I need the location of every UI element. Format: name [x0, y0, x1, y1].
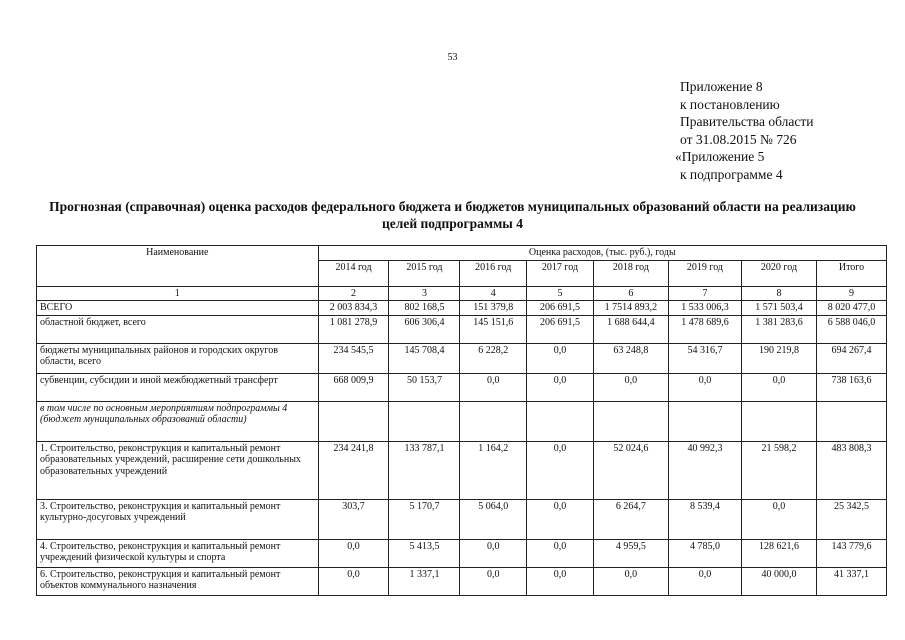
value-cell: 1 337,1 [389, 567, 460, 595]
value-cell: 0,0 [460, 539, 527, 567]
value-cell: 4 785,0 [668, 539, 741, 567]
value-cell: 6 228,2 [460, 343, 527, 373]
value-cell [527, 401, 594, 441]
value-cell: 738 163,6 [817, 373, 887, 401]
value-cell: 133 787,1 [389, 441, 460, 499]
appendix-line: к постановлению [680, 96, 780, 112]
value-cell: 1 7514 893,2 [593, 301, 668, 316]
table-row [37, 315, 887, 343]
value-cell: 54 316,7 [668, 343, 741, 373]
index-cell: 9 [817, 286, 887, 301]
table-row [37, 441, 887, 499]
table-row [37, 499, 887, 539]
document-title: Прогнозная (справочная) оценка расходов федерального бюджета и бюджетов муниципальных образований области на реализацию целей подпрограммы 4 [49, 199, 856, 231]
value-cell: 8 020 477,0 [817, 301, 887, 316]
page-number: 53 [447, 52, 458, 63]
index-cell: 3 [389, 286, 460, 301]
index-cell: 8 [741, 286, 816, 301]
value-cell: 52 024,6 [593, 441, 668, 499]
row-name: областной бюджет, всего [37, 315, 319, 343]
value-cell [389, 401, 460, 441]
value-cell: 1 571 503,4 [741, 301, 816, 316]
column-header-total: Итого [817, 260, 887, 286]
value-cell: 128 621,6 [741, 539, 816, 567]
value-cell: 40 992,3 [668, 441, 741, 499]
value-cell: 606 306,4 [389, 315, 460, 343]
index-cell: 6 [593, 286, 668, 301]
appendix-line: Приложение 8 [680, 79, 763, 94]
value-cell: 1 381 283,6 [741, 315, 816, 343]
value-cell: 1 478 689,6 [668, 315, 741, 343]
column-header-year: 2020 год [741, 260, 816, 286]
value-cell: 6 264,7 [593, 499, 668, 539]
row-name: в том числе по основным мероприятиям подпрограммы 4 (бюджет муниципальных образований области) [37, 401, 319, 441]
value-cell [817, 401, 887, 441]
column-header-year: 2014 год [318, 260, 389, 286]
value-cell: 41 337,1 [817, 567, 887, 595]
value-cell: 0,0 [741, 373, 816, 401]
value-cell: 145 151,6 [460, 315, 527, 343]
row-name: 1. Строительство, реконструкция и капитальный ремонт образовательных учреждений, расширение сети дошкольных образовательных учреждений [37, 441, 319, 499]
value-cell [318, 401, 389, 441]
value-cell: 0,0 [318, 539, 389, 567]
index-row [37, 286, 887, 301]
value-cell: 4 959,5 [593, 539, 668, 567]
index-cell: 5 [527, 286, 594, 301]
row-name: 6. Строительство, реконструкция и капитальный ремонт объектов коммунального назначения [37, 567, 319, 595]
row-name: 4. Строительство, реконструкция и капитальный ремонт учреждений физической культуры и спорта [37, 539, 319, 567]
appendix-line: к подпрограмме 4 [680, 166, 783, 182]
appendix-block [675, 78, 814, 184]
row-name: бюджеты муниципальных районов и городских округов области, всего [37, 343, 319, 373]
column-header-name: Наименование [37, 246, 319, 287]
index-cell: 1 [37, 286, 319, 301]
value-cell: 303,7 [318, 499, 389, 539]
value-cell: 234 241,8 [318, 441, 389, 499]
value-cell: 0,0 [527, 567, 594, 595]
value-cell [593, 401, 668, 441]
value-cell: 6 588 046,0 [817, 315, 887, 343]
column-group-header: Оценка расходов, (тыс. руб.), годы [318, 246, 886, 261]
value-cell: 5 064,0 [460, 499, 527, 539]
row-name: ВСЕГО [37, 301, 319, 316]
row-name: субвенции, субсидии и иной межбюджетный трансферт [37, 373, 319, 401]
value-cell: 0,0 [668, 567, 741, 595]
column-header-year: 2017 год [527, 260, 594, 286]
appendix-line: от 31.08.2015 № 726 [680, 131, 797, 147]
value-cell: 483 808,3 [817, 441, 887, 499]
value-cell [668, 401, 741, 441]
table-row [37, 567, 887, 595]
value-cell: 50 153,7 [389, 373, 460, 401]
value-cell: 802 168,5 [389, 301, 460, 316]
table-row [37, 301, 887, 316]
value-cell: 0,0 [527, 499, 594, 539]
table-row [37, 373, 887, 401]
index-cell: 7 [668, 286, 741, 301]
value-cell: 63 248,8 [593, 343, 668, 373]
column-header-year: 2019 год [668, 260, 741, 286]
value-cell: 2 003 834,3 [318, 301, 389, 316]
value-cell: 0,0 [527, 343, 594, 373]
value-cell: 1 164,2 [460, 441, 527, 499]
value-cell: 234 545,5 [318, 343, 389, 373]
row-name: 3. Строительство, реконструкция и капитальный ремонт культурно-досуговых учреждений [37, 499, 319, 539]
value-cell: 151 379,8 [460, 301, 527, 316]
value-cell: 668 009,9 [318, 373, 389, 401]
column-header-year: 2016 год [460, 260, 527, 286]
appendix-line: «Приложение 5 [675, 149, 765, 165]
value-cell: 25 342,5 [817, 499, 887, 539]
value-cell: 8 539,4 [668, 499, 741, 539]
value-cell: 5 170,7 [389, 499, 460, 539]
value-cell: 0,0 [741, 499, 816, 539]
value-cell: 0,0 [527, 373, 594, 401]
value-cell: 145 708,4 [389, 343, 460, 373]
index-cell: 4 [460, 286, 527, 301]
value-cell: 0,0 [593, 567, 668, 595]
column-header-year: 2015 год [389, 260, 460, 286]
value-cell: 694 267,4 [817, 343, 887, 373]
value-cell: 206 691,5 [527, 315, 594, 343]
value-cell: 1 533 006,3 [668, 301, 741, 316]
expenses-table [36, 245, 887, 596]
table-row [37, 539, 887, 567]
table-row [37, 343, 887, 373]
value-cell [741, 401, 816, 441]
value-cell: 0,0 [318, 567, 389, 595]
value-cell: 21 598,2 [741, 441, 816, 499]
value-cell: 0,0 [668, 373, 741, 401]
value-cell: 206 691,5 [527, 301, 594, 316]
column-header-year: 2018 год [593, 260, 668, 286]
value-cell: 0,0 [527, 539, 594, 567]
value-cell: 143 779,6 [817, 539, 887, 567]
table-row [37, 401, 887, 441]
value-cell: 1 081 278,9 [318, 315, 389, 343]
index-cell: 2 [318, 286, 389, 301]
value-cell: 0,0 [527, 441, 594, 499]
value-cell: 40 000,0 [741, 567, 816, 595]
value-cell [460, 401, 527, 441]
value-cell: 0,0 [593, 373, 668, 401]
value-cell: 0,0 [460, 373, 527, 401]
appendix-line: Правительства области [680, 114, 814, 130]
value-cell: 1 688 644,4 [593, 315, 668, 343]
value-cell: 5 413,5 [389, 539, 460, 567]
value-cell: 0,0 [460, 567, 527, 595]
value-cell: 190 219,8 [741, 343, 816, 373]
